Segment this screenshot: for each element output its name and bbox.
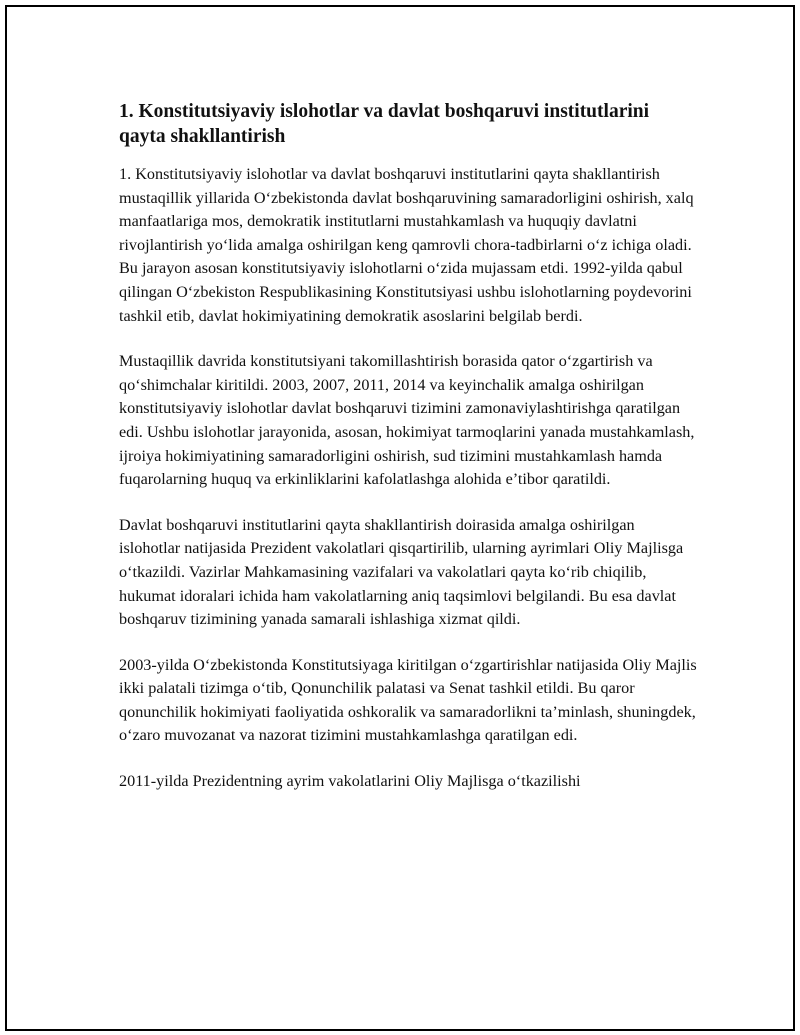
section-title: 1. Konstitutsiyaviy islohotlar va davlat boshqaruvi institutlarini qayta shakllantirish: [119, 101, 650, 147]
paragraph-3: Davlat boshqaruvi institutlarini qayta shakllantirish doirasida amalga oshirilgan islohotlar natijasida Prezident vakolatlari qisqartirilib, ularning ayrimlari Oliy Majlisga o‘tkazildi. Vazirlar Mahkamasining vazifalari va vakolatlari qayta ko‘rib chiqilib, hukumat idoralari ichida ham vakolatlarning aniq taqsimlovi belgilandi. Bu esa davlat boshqaruv tizimining yanada samarali ishlashiga xizmat qildi.: [119, 515, 684, 629]
document-page: [5, 5, 795, 1031]
paragraph-2: Mustaqillik davrida konstitutsiyani takomillashtirish borasida qator o‘zgartirish va qo‘shimchalar kiritildi. 2003, 2007, 2011, 2014 va keyinchalik amalga oshirilgan konstitutsiyaviy islohotlar davlat boshqaruvi tizimini zamonaviylashtirishga qaratilgan edi. Ushbu islohotlar jarayonida, asosan, hokimiyat tarmoqlarini yanada mustahkamlash, ijroiya hokimiyatining samaradorligini oshirish, sud tizimini mustahkamlash hamda fuqarolarning huquq va erkinliklarini kafolatlashga alohida e’tibor qaratildi.: [119, 352, 695, 489]
paragraph-4: 2003-yilda O‘zbekistonda Konstitutsiyaga kiritilgan o‘zgartirishlar natijasida Oliy Majlis ikki palatali tizimga o‘tib, Qonunchilik palatasi va Senat tashkil etildi. Bu qaror qonunchilik hokimiyati faoliyatida oshkoralik va samaradorlikni ta’minlash, shuningdek, o‘zaro muvozanat va nazorat tizimini mustahkamlashga qaratilgan edi.: [119, 655, 697, 745]
document-body: [119, 99, 699, 816]
paragraph-1: 1. Konstitutsiyaviy islohotlar va davlat boshqaruvi institutlarini qayta shakllantirish mustaqillik yillarida O‘zbekistonda davlat boshqaruvining samaradorligini oshirish, xalq manfaatlariga mos, demokratik institutlarni mustahkamlash va huquqiy davlatni rivojlantirish yo‘lida amalga oshirilgan keng qamrovli chora-tadbirlarni o‘z ichiga oladi. Bu jarayon asosan konstitutsiyaviy islohotlarni o‘zida mujassam etdi. 1992-yilda qabul qilingan O‘zbekiston Respublikasining Konstitutsiyasi ushbu islohotlarning poydevorini tashkil etib, davlat hokimiyatining demokratik asoslarini belgilab berdi.: [119, 165, 694, 325]
paragraph-5: 2011-yilda Prezidentning ayrim vakolatlarini Oliy Majlisga o‘tkazilishi: [119, 772, 581, 791]
